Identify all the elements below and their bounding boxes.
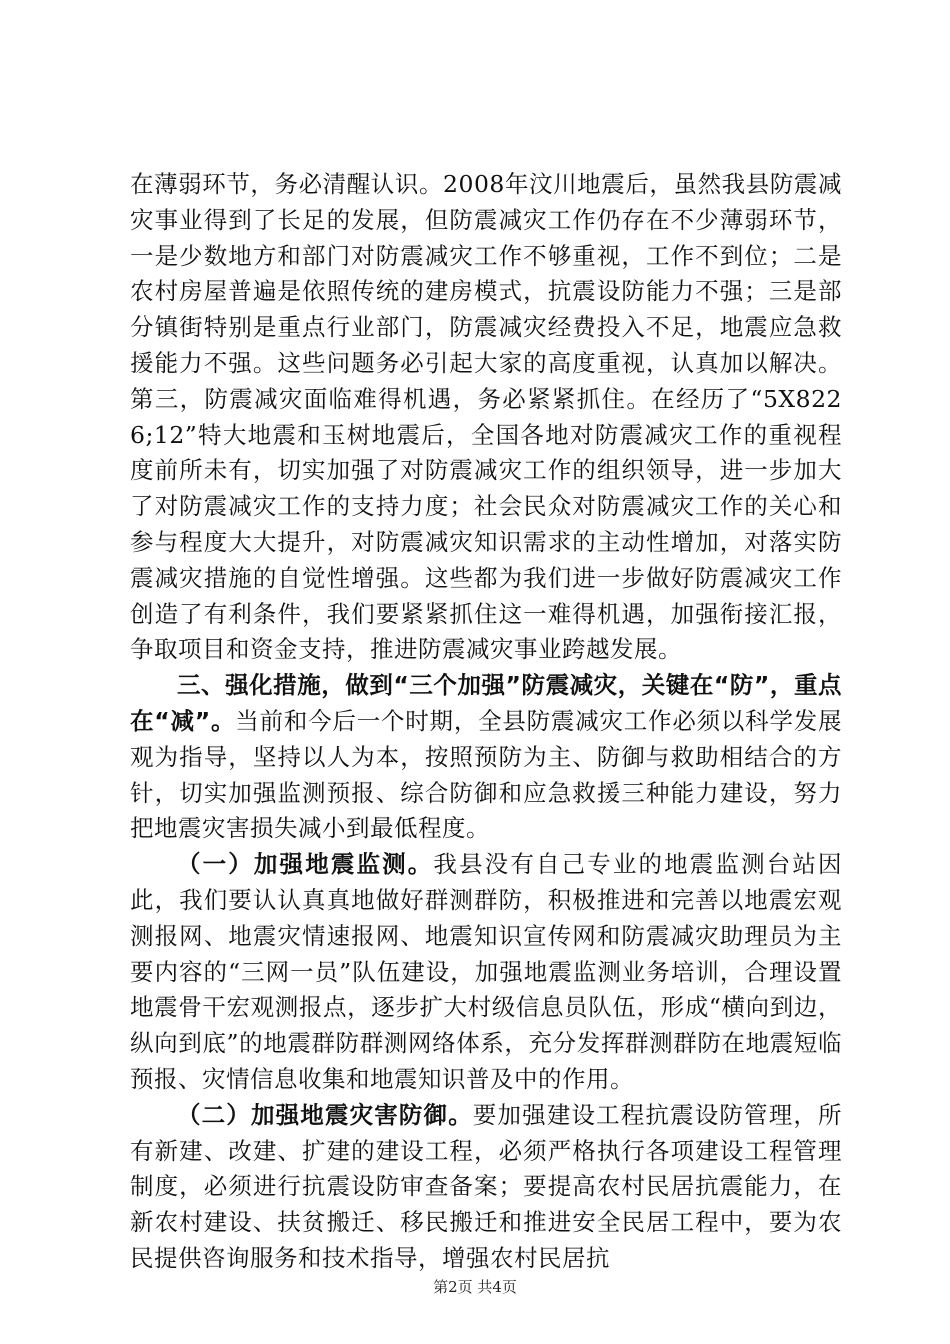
paragraph-section-three [130, 668, 842, 847]
section-heading: 三、强化措施，做到“三个加强”防震减灾，关键在“防”，重点在“减”。 [130, 671, 842, 735]
paragraph-text: 要加强建设工程抗震设防管理，所有新建、改建、扩建的建设工程，必须严格执行各项建设工程管理制度，必须进行抗震设防审查备案；要提高农村民居抗震能力，在新农村建设、扶贫搬迁、移民搬迁和推进安全民居工程中，要为农民提供咨询服务和技术指导，增强农村民居抗 [130, 1100, 843, 1272]
page-number-footer: 第2页 共4页 [433, 1278, 517, 1296]
paragraph-text: 当前和今后一个时期，全县防震减灾工作必须以科学发展观为指导，坚持以人为本，按照预防为主、防御与救助相结合的方针，切实加强监测预报、综合防御和应急救援三种能力建设，努力把地震灾害损失减小到最低程度。 [130, 706, 843, 843]
subsection-heading: （一）加强地震监测。 [177, 850, 434, 879]
paragraph-monitoring [130, 847, 842, 1098]
paragraph-text: 在薄弱环节，务必清醒认识。2008年汶川地震后，虽然我县防震减灾事业得到了长足的发展，但防震减灾工作仍存在不少薄弱环节，一是少数地方和部门对防震减灾工作不够重视，工作不到位；二是农村房屋普遍是依照传统的建房模式，抗震设防能力不强；三是部分镇街特别是重点行业部门，防震减灾经费投入不足，地震应急救援能力不强。这些问题务必引起大家的高度重视，认真加以解决。第三，防震减灾面临难得机遇，务必紧紧抓住。在经历了“5X8226;12”特大地震和玉树地震后，全国各地对防震减灾工作的重视程度前所未有，切实加强了对防震减灾工作的组织领导，进一步加大了对防震减灾工作的支持力度；社会民众对防震减灾工作的关心和参与程度大大提升，对防震减灾知识需求的主动性增加，对落实防震减灾措施的自觉性增强。这些都为我们进一步做好防震减灾工作创造了有利条件，我们要紧紧抓住这一难得机遇，加强衔接汇报，争取项目和资金支持，推进防震减灾事业跨越发展。 [130, 170, 842, 664]
paragraph-weak-links [130, 167, 842, 668]
paragraph-text: 我县没有自己专业的地震监测台站因此，我们要认认真真地做好群测群防，积极推进和完善以地震宏观测报网、地震灾情速报网、地震知识宣传网和防震减灾助理员为主要内容的“三网一员”队伍建设，加强地震监测业务培训，合理设置地震骨干宏观测报点，逐步扩大村级信息员队伍，形成“横向到边，纵向到底”的地震群防群测网络体系，充分发挥群测群防在地震短临预报、灾情信息收集和地震知识普及中的作用。 [130, 850, 843, 1093]
subsection-heading: （二）加强地震灾害防御。 [177, 1100, 473, 1129]
paragraph-defense [130, 1098, 842, 1277]
document-body [130, 167, 842, 1277]
